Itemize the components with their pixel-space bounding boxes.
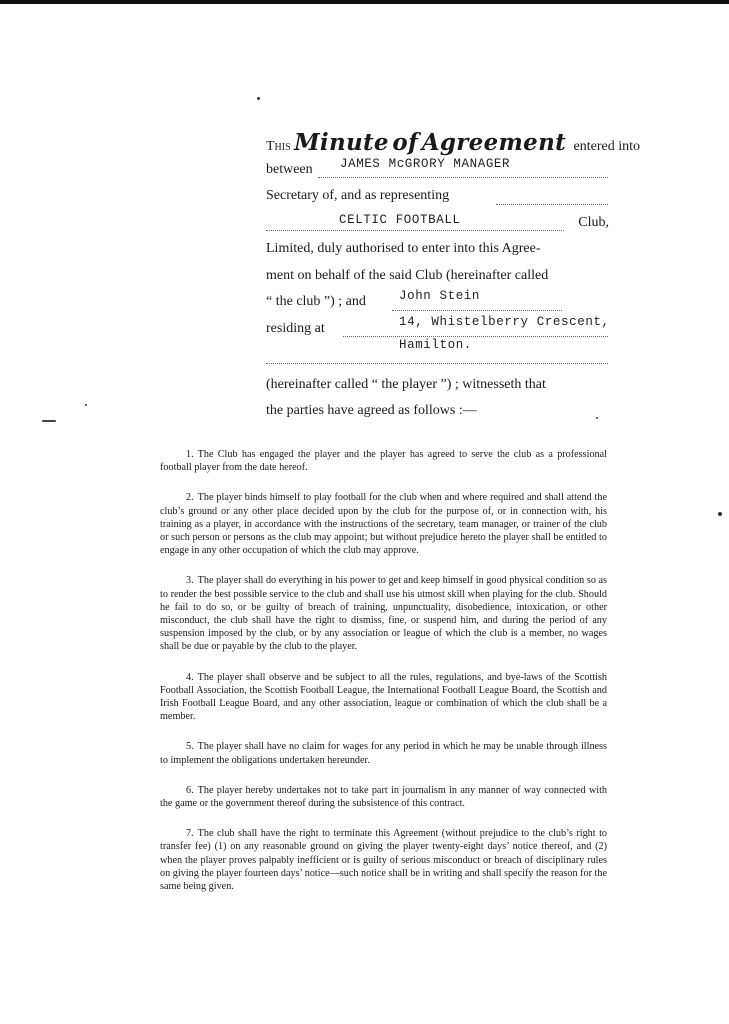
clause-number: 5. (186, 741, 194, 753)
clause-number: 6. (186, 784, 194, 796)
party-one-typed: JAMES McGRORY MANAGER (340, 156, 511, 171)
clause-number: 4. (186, 671, 194, 683)
club-line (266, 210, 611, 237)
clause-text: The player shall do everything in his power to get and keep himself in good physical condition so as to render the best possible service to the club and shall use his utmost skill when playing for the club. Should he fail to do so, or be guilty of breach of training, unpunctuality, disobedience, intoxication, or other misconduct, the club shall have the right to dismiss, fine, or suspend him, and during the period of any suspension imposed by the club, or by any association or league of which the club is a member, no wages shall be due or payable by the club to the player. (160, 575, 607, 653)
scan-top-border (0, 0, 729, 4)
dotted-fill (266, 363, 608, 364)
clause-number: 7. (186, 828, 194, 840)
agreement-header (266, 129, 641, 425)
parties-text: the parties have agreed as follows :— (266, 403, 477, 418)
clause-text: The Club has engaged the player and the player has agreed to serve the club as a professional football player from the date hereof. (160, 449, 607, 474)
dotted-fill (343, 336, 608, 337)
secretary-label: Secretary of, and as representing (266, 188, 450, 203)
between-line (266, 157, 611, 184)
the-club-and-label: “ the club ”) ; and (266, 294, 366, 309)
hereinafter-text: (hereinafter called “ the player ”) ; witnesseth that (266, 376, 546, 392)
clause-7 (160, 827, 607, 893)
club-suffix: Club, (578, 214, 609, 230)
hereinafter-line (266, 372, 611, 399)
this-label: This (266, 139, 291, 154)
clause-1 (160, 448, 607, 474)
address-line2-typed: Hamilton. (399, 338, 472, 352)
clause-2 (160, 491, 607, 557)
clause-text: The club shall have the right to terminate this Agreement (without prejudice to the club’s right to transfer fee) (1) on any reasonable ground on giving the player twenty-eight days’ notice thereof, and (2) when the player proves palpably inefficient or is guilty of serious misconduct or breach of disciplinary rules on giving the player fourteen days’ notice—such notice shall be in writing and shall specify the reason for the same being given. (160, 828, 607, 893)
title-minute: Minute (294, 129, 389, 156)
entered-into-label: entered into (573, 139, 641, 154)
clause-number: 3. (186, 575, 194, 587)
residing-label: residing at (266, 320, 325, 336)
scan-speck (42, 420, 56, 422)
clauses-list (160, 448, 607, 910)
clause-number: 2. (186, 492, 194, 504)
title-of: of (392, 129, 419, 156)
clause-text: The player binds himself to play football for the club when and where required and shall attend the club’s ground or any other place decided upon by the club for the purpose of, or in connection with, his training as a player, in accordance with the instructions of the secretary, team manager, or trainer of the club or such person or persons as the club may appoint; but without prejudice hereto the player shall be entitled to engage in any other occupation of which the club may approve. (160, 492, 607, 557)
parties-line (266, 398, 611, 425)
limited-text: Limited, duly authorised to enter into this Agree- (266, 241, 541, 256)
address-line1-typed: 14, Whistelberry Crescent, (399, 314, 610, 329)
clause-number: 1. (186, 449, 194, 460)
scan-speck (85, 404, 87, 406)
limited-line (266, 236, 611, 263)
between-label: between (266, 161, 313, 177)
clause-3 (160, 574, 607, 653)
scan-speck (257, 97, 260, 100)
address-line2 (266, 338, 611, 369)
dotted-fill (496, 204, 608, 205)
title-agreement: Agreement (421, 129, 567, 156)
dotted-fill (318, 177, 608, 178)
clause-5 (160, 740, 607, 766)
clause-text: The player hereby undertakes not to take part in journalism in any manner of way connected with the game or the government thereof during the subsistence of this contract. (160, 784, 607, 810)
clause-4 (160, 671, 607, 724)
player-name-typed: John Stein (399, 289, 481, 303)
scan-speck (718, 512, 722, 516)
ment-text: ment on behalf of the said Club (hereinafter called (266, 267, 549, 283)
clause-text: The player shall have no claim for wages for any period in which he may be unable through illness to implement the obligations undertaken hereunder. (160, 741, 607, 766)
club-name-typed: CELTIC FOOTBALL (339, 212, 461, 227)
clause-text: The player shall observe and be subject to all the rules, regulations, and bye-laws of the Scottish Football Association, the Scottish Football League, the International Football League Board, the Scottish and Irish Football League Board, and any other association, league or combination of which the club shall be a member. (160, 671, 607, 723)
clause-6 (160, 784, 607, 810)
